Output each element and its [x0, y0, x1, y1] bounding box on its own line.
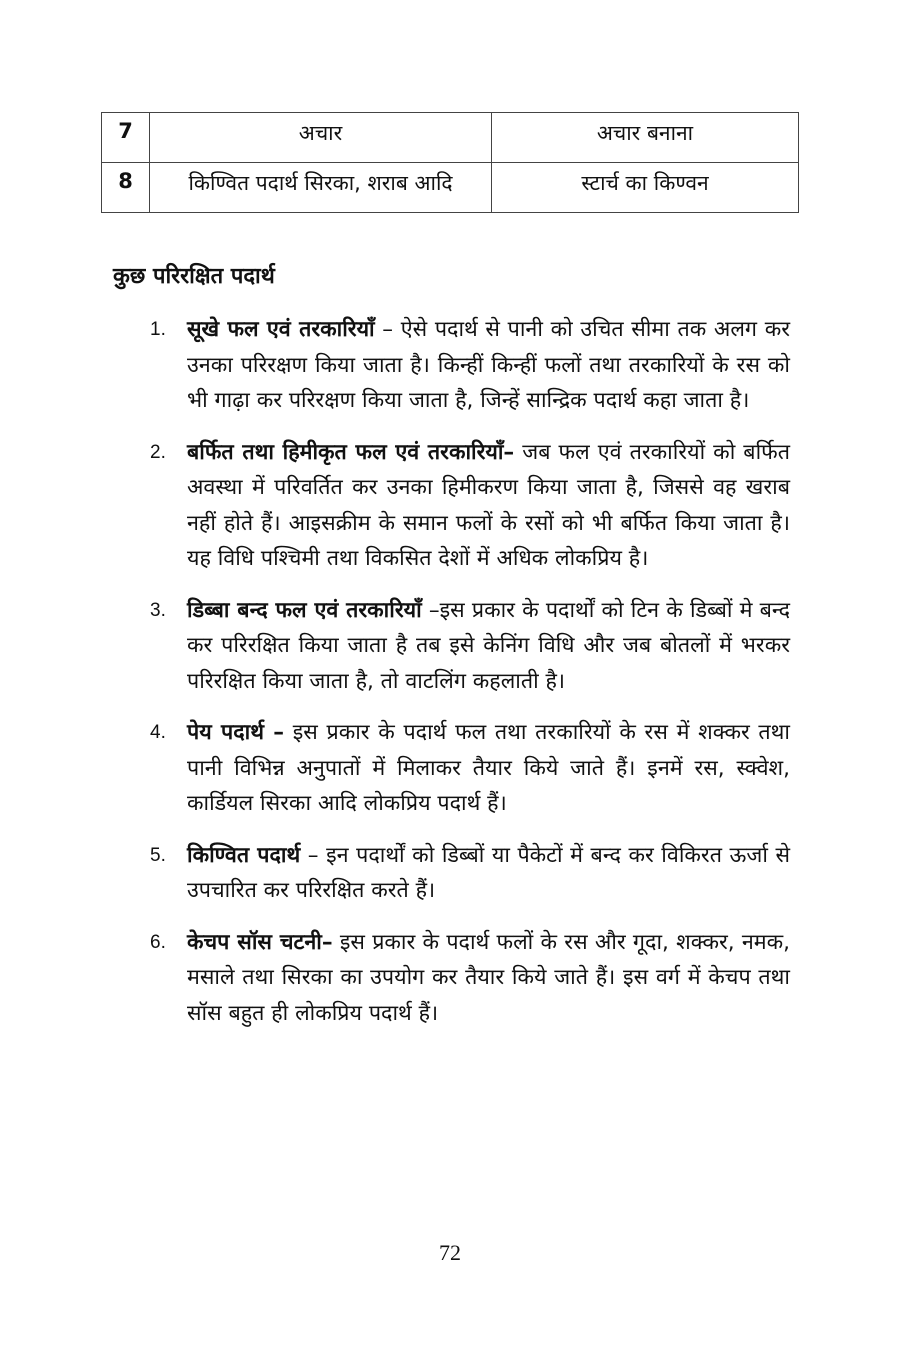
- list-item-text: इस प्रकार के पदार्थ फल तथा तरकारियों के रस में शक्कर तथा पानी विभिन्न अनुपातों में मिलाकर तैयार किये जाते हैं। इनमें रस, स्क्वेश, कार्डियल सिरका आदि लोकप्रिय पदार्थ हैं।: [187, 720, 790, 816]
- list-item-term: केचप सॉस चटनी–: [187, 929, 333, 955]
- list-item-text: – ऐसे पदार्थ से पानी को उचित सीमा तक अलग कर उनका परिरक्षण किया जाता है। किन्हीं किन्हीं फलों तथा तरकारियों के रस को भी गाढ़ा कर परिरक्षण किया जाता है, जिन्हें सान्द्रिक पदार्थ कहा जाता है।: [187, 317, 790, 413]
- list-item-number: 1.: [150, 319, 166, 340]
- list-item-text: इस प्रकार के पदार्थ फलों के रस और गूदा, शक्कर, नमक, मसाले तथा सिरका का उपयोग कर तैयार किये जाते हैं। इस वर्ग में केचप तथा सॉस बहुत ही लोकप्रिय पदार्थ हैं।: [187, 929, 790, 1026]
- list-item-term: डिब्बा बन्द फल एवं तरकारियाँ: [187, 597, 422, 623]
- list-item-number: 2.: [150, 441, 166, 463]
- list-item-text: जब फल एवं तरकारियों को बर्फित अवस्था में परिवर्तित कर उनका हिमीकरण किया जाता है, जिससे वह खराब नहीं होते हैं। आइसक्रीम के समान फलों के रसों को भी बर्फित किया जाता है। यह विधि पश्चिमी तथा विकसित देशों में अधिक लोकप्रिय है।: [187, 439, 790, 571]
- table-cell-process: अचार बनाना: [492, 113, 799, 163]
- table-cell-process: स्टार्च का किण्वन: [492, 163, 799, 213]
- list-item-text: – इन पदार्थों को डिब्बों या पैकेटों में बन्द कर विकिरत ऊर्जा से उपचारित कर परिरक्षित करते हैं।: [187, 842, 790, 903]
- table-row: [102, 113, 799, 163]
- table-cell-number: 7: [102, 113, 150, 163]
- numbered-list: [150, 312, 790, 1047]
- list-item-number: 4.: [150, 722, 166, 743]
- list-item: [150, 593, 790, 700]
- table-cell-item: अचार: [150, 113, 492, 163]
- table-cell-number: 8: [102, 163, 150, 213]
- table-cell-item: किण्वित पदार्थ सिरका, शराब आदि: [150, 163, 492, 213]
- list-item-term: किण्वित पदार्थ: [187, 842, 301, 868]
- list-item: [150, 715, 790, 822]
- table-row: [102, 163, 799, 213]
- list-item: [150, 838, 790, 909]
- list-item-number: 3.: [150, 599, 166, 621]
- list-item-term: सूखे फल एवं तरकारियाँ: [187, 317, 375, 342]
- list-item-number: 5.: [150, 844, 166, 866]
- list-item: [150, 925, 790, 1032]
- list-item-number: 6.: [150, 931, 166, 953]
- section-heading: कुछ परिरक्षित पदार्थ: [113, 264, 275, 289]
- list-item: [150, 435, 790, 577]
- data-table: [101, 112, 799, 213]
- list-item-text: –इस प्रकार के पदार्थों को टिन के डिब्बों मे बन्द कर परिरक्षित किया जाता है तब इसे केनिंग विधि और जब बोतलों में भरकर परिरक्षित किया जाता है, तो वाटलिंग कहलाती है।: [187, 597, 790, 694]
- list-item-term: पेय पदार्थ –: [187, 720, 285, 745]
- list-item-term: बर्फित तथा हिमीकृत फल एवं तरकारियाँ–: [187, 439, 515, 465]
- list-item: [150, 312, 790, 419]
- page-number: 72: [439, 1240, 461, 1265]
